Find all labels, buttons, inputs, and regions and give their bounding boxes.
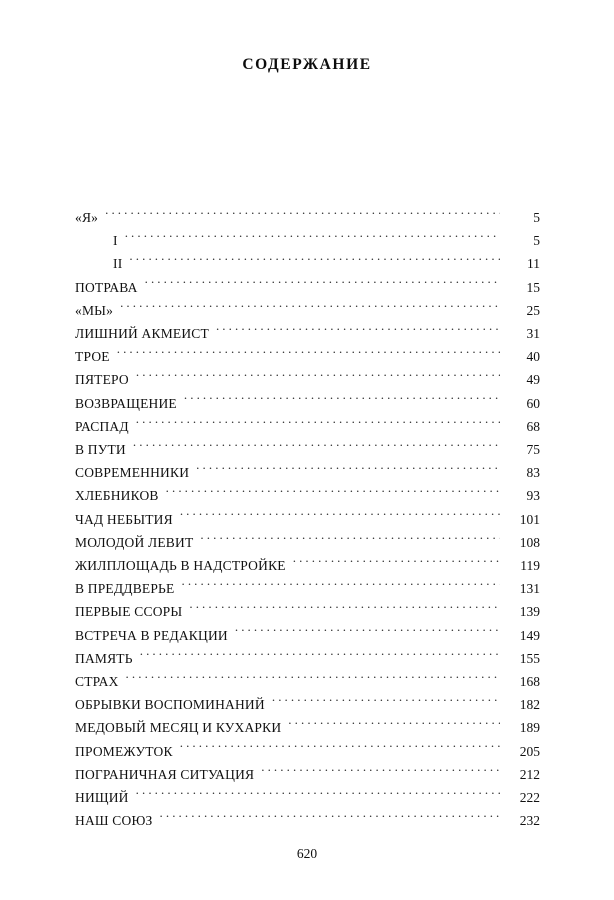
toc-leader-dots (272, 695, 500, 709)
page-number: 620 (296, 846, 318, 861)
toc-leader-dots (160, 811, 501, 825)
toc-entry-label: МОЛОДОЙ ЛЕВИТ (75, 534, 194, 550)
toc-entry[interactable] (75, 577, 540, 600)
toc-entry[interactable] (75, 392, 540, 415)
toc-entry-page: 139 (519, 604, 540, 620)
toc-entry-label: II (113, 256, 123, 272)
toc-entry-page: 93 (526, 488, 540, 504)
toc-leader-dots (145, 278, 500, 292)
toc-entry-label: ВСТРЕЧА В РЕДАКЦИИ (75, 627, 228, 643)
toc-entry-page: 168 (519, 674, 540, 690)
toc-entry-page: 119 (520, 558, 540, 574)
toc-entry-page: 232 (519, 813, 540, 829)
toc-entry[interactable] (75, 368, 540, 391)
toc-entry[interactable] (75, 322, 540, 345)
toc-entry-page: 75 (526, 442, 540, 458)
toc-entry[interactable] (75, 600, 540, 623)
toc-leader-dots (288, 718, 500, 732)
toc-entry-label: ЖИЛПЛОЩАДЬ В НАДСТРОЙКЕ (75, 558, 286, 574)
toc-entry-page: 25 (526, 302, 540, 318)
toc-entry-page: 155 (519, 650, 540, 666)
toc-entry-page: 149 (519, 627, 540, 643)
toc-entry-page: 131 (519, 581, 540, 597)
toc-entry[interactable] (75, 531, 540, 554)
toc-entry[interactable] (75, 693, 540, 716)
toc-entry-page: 205 (519, 743, 540, 759)
toc-entry-label: ПАМЯТЬ (75, 650, 133, 666)
toc-entry-page: 31 (526, 326, 540, 342)
toc-entry[interactable] (75, 554, 540, 577)
toc-leader-dots (216, 324, 500, 338)
toc-leader-dots (200, 533, 500, 547)
toc-entry-page: 15 (526, 279, 540, 295)
toc-leader-dots (140, 649, 500, 663)
toc-leader-dots (261, 765, 500, 779)
toc-entry[interactable] (75, 786, 540, 809)
toc-entry[interactable] (75, 415, 540, 438)
toc-leader-dots (126, 672, 500, 686)
toc-entry[interactable] (75, 252, 540, 275)
toc-entry-label: РАСПАД (75, 418, 129, 434)
toc-entry-label: В ПУТИ (75, 442, 126, 458)
toc-leader-dots (136, 370, 500, 384)
toc-entry[interactable] (75, 508, 540, 531)
toc-leader-dots (184, 394, 500, 408)
toc-entry-label: МЕДОВЫЙ МЕСЯЦ И КУХАРКИ (75, 720, 282, 736)
toc-entry-label: ТРОЕ (75, 349, 110, 365)
toc-leader-dots (166, 486, 500, 500)
toc-entry[interactable] (75, 276, 540, 299)
toc-leader-dots (235, 626, 500, 640)
toc-entry-label: ПЕРВЫЕ ССОРЫ (75, 604, 183, 620)
toc-entry-label: НИЩИЙ (75, 790, 129, 806)
toc-entry[interactable] (75, 299, 540, 322)
toc-entry[interactable] (75, 624, 540, 647)
toc-leader-dots (125, 231, 500, 245)
toc-leader-dots (196, 463, 500, 477)
toc-entry[interactable] (75, 763, 540, 786)
toc-leader-dots (189, 602, 500, 616)
toc-entry-page: 222 (519, 790, 540, 806)
toc-entry-label: СТРАХ (75, 674, 119, 690)
toc-entry-label: ПОГРАНИЧНАЯ СИТУАЦИЯ (75, 766, 255, 782)
toc-entry[interactable] (75, 206, 540, 229)
toc-leader-dots (293, 556, 500, 570)
toc-leader-dots (105, 208, 500, 222)
toc-entry[interactable] (75, 740, 540, 763)
toc-leader-dots (181, 579, 500, 593)
toc-entry-label: ХЛЕБНИКОВ (75, 488, 159, 504)
toc-entry-page: 60 (526, 395, 540, 411)
toc-entry-page: 83 (526, 465, 540, 481)
page-title: СОДЕРЖАНИЕ (242, 56, 372, 73)
toc-entry-label: «Я» (75, 210, 99, 225)
toc-leader-dots (180, 510, 500, 524)
toc-leader-dots (133, 440, 500, 454)
toc-entry[interactable] (75, 345, 540, 368)
toc-entry-page: 40 (526, 349, 540, 365)
toc-entry-label: ЛИШНИЙ АКМЕИСТ (75, 326, 209, 342)
toc-entry-page: 189 (519, 720, 540, 736)
toc-entry[interactable] (75, 809, 540, 832)
toc-entry-label: ПЯТЕРО (75, 372, 129, 388)
toc-entry-page: 68 (526, 418, 540, 434)
toc-entry-label: НАШ СОЮЗ (75, 813, 153, 829)
toc-entry-label: СОВРЕМЕННИКИ (75, 465, 190, 481)
toc-entry[interactable] (75, 716, 540, 739)
toc-entry[interactable] (75, 438, 540, 461)
toc-entry-page: 182 (519, 697, 540, 713)
toc-entry-label: ОБРЫВКИ ВОСПОМИНАНИЙ (75, 697, 265, 713)
toc-entry-label: ВОЗВРАЩЕНИЕ (75, 395, 177, 411)
toc-leader-dots (136, 417, 500, 431)
toc-entry-label: ЧАД НЕБЫТИЯ (75, 511, 173, 527)
toc-entry[interactable] (75, 670, 540, 693)
toc-entry-page: 49 (526, 372, 540, 388)
toc-entry-label: ПОТРАВА (75, 279, 138, 295)
toc-leader-dots (129, 254, 500, 268)
toc-entry-page: 101 (519, 511, 540, 527)
toc-entry-page: 11 (527, 256, 540, 272)
toc-entry-page: 108 (519, 534, 540, 550)
toc-entry[interactable] (75, 229, 540, 252)
toc-leader-dots (136, 788, 500, 802)
toc-entry-page: 5 (533, 233, 540, 249)
toc-entry[interactable] (75, 484, 540, 507)
toc-leader-dots (180, 742, 500, 756)
toc-entry-label: ПРОМЕЖУТОК (75, 743, 173, 759)
table-of-contents (75, 206, 540, 832)
toc-entry-page: 212 (519, 766, 540, 782)
toc-entry[interactable] (75, 647, 540, 670)
toc-entry-label: В ПРЕДДВЕРЬЕ (75, 581, 175, 597)
toc-entry-label: «МЫ» (75, 302, 114, 318)
toc-leader-dots (120, 301, 500, 315)
toc-leader-dots (117, 347, 500, 361)
toc-entry-label: I (113, 233, 118, 249)
toc-entry-page: 5 (533, 210, 540, 225)
toc-entry[interactable] (75, 461, 540, 484)
